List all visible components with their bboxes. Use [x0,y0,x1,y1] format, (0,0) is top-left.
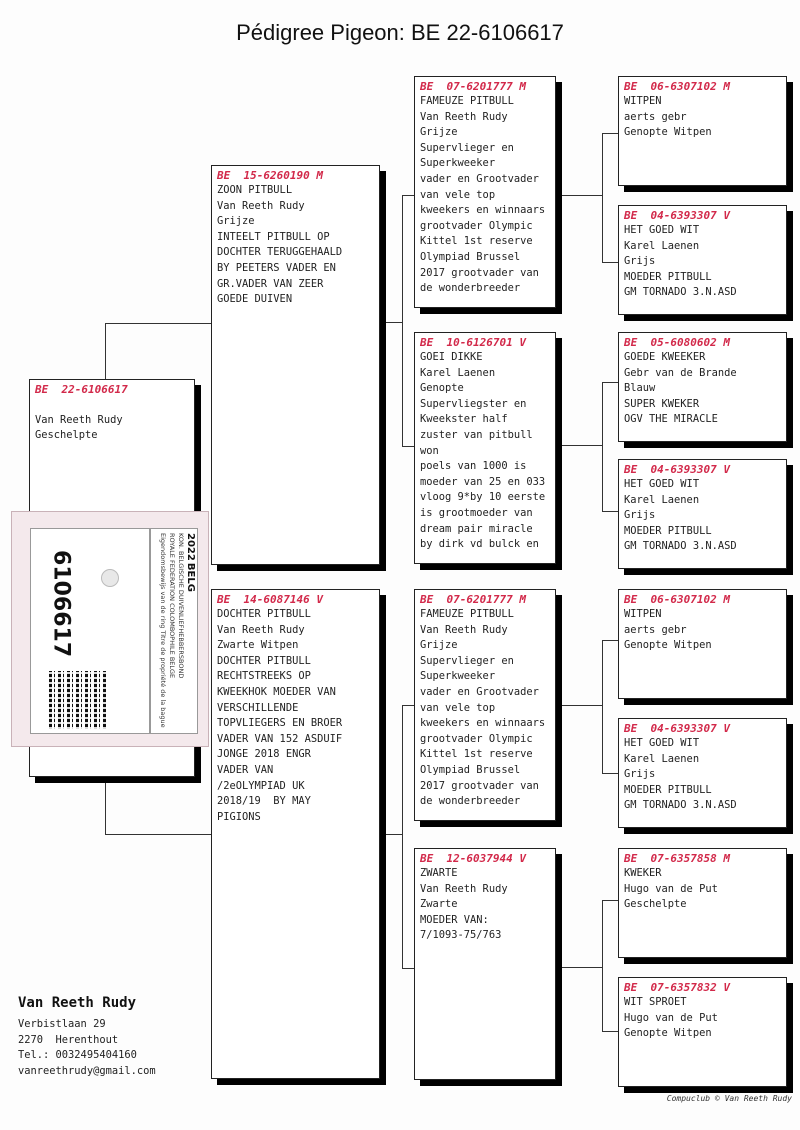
card-line: Van Reeth Rudy [35,413,123,426]
tag-text-line: ROYALE FEDERATION COLOMBOPHILE BELGE [168,533,176,679]
card-line: MOEDER PITBULL [624,270,712,283]
ring-number: BE 05-6080602 M [624,336,730,349]
card-line: PIGIONS [217,810,261,823]
card-line: OGV THE MIRACLE [624,413,718,426]
card-line: ZWARTE [420,867,458,879]
card-line: Grijs [624,255,656,268]
card-line: 2018/19 BY MAY [217,795,311,808]
pigeon-card-sss [618,76,787,186]
card-line: GM TORNADO 3.N.ASD [624,286,737,299]
card-line: Zwarte [420,898,458,911]
pigeon-card-sire-sire [414,76,556,308]
card-line: van vele top [420,188,496,201]
card-line: Supervliegster en [420,397,527,410]
pigeon-card-dds [618,848,787,958]
card-line: kweekers en winnaars [420,717,546,730]
connector [105,323,212,380]
card-line: Van Reeth Rudy [217,199,305,212]
ring-number: BE 10-6126701 V [420,336,526,349]
connector [380,834,403,836]
card-line: MOEDER PITBULL [624,783,712,796]
tag-side-text [155,533,195,729]
card-line: van vele top [420,701,496,714]
card-line: HET GOED WIT [624,737,700,749]
card-line: Superkweeker [420,670,496,683]
card-line: Van Reeth Rudy [420,623,508,636]
card-line: WITPEN [624,608,662,620]
card-line: GOEDE KWEEKER [624,351,706,363]
tag-year: 2022 [185,533,196,561]
card-line: RECHTSTREEKS OP [217,670,311,683]
card-line: Gebr van de Brande [624,366,737,379]
card-line: aerts gebr [624,110,687,123]
card-line: HET GOED WIT [624,478,700,490]
pigeon-card-sire [211,165,380,565]
card-line: aerts gebr [624,623,687,636]
card-line: MOEDER PITBULL [624,524,712,537]
card-line: 7/1093-75/763 [420,929,502,942]
card-line: 2017 grootvader van [420,266,539,279]
ring-number: BE 15-6260190 M [217,169,323,182]
card-line: Grijze [420,126,458,139]
card-line: HET GOED WIT [624,224,700,236]
tag-text-line: Eigendomsbewijs van de ring Titre de propriété de la bague [159,533,167,728]
card-line: de wonderbreeder [420,282,521,295]
card-line: Genopte [420,382,464,395]
pigeon-card-ddd [618,977,787,1087]
owner-city: 2270 Herenthout [18,1033,119,1046]
connector [556,967,603,969]
pigeon-card-sds [618,332,787,442]
card-line: MOEDER VAN: [420,913,489,926]
pigeon-card-sdd [618,459,787,569]
card-line: VERSCHILLENDE [217,701,299,714]
card-line: Karel Laenen [624,752,700,765]
ring-number: BE 04-6393307 V [624,209,730,222]
owner-phone: Tel.: 0032495404160 [18,1049,137,1061]
ring-number: BE 07-6357858 M [624,852,730,865]
tag-country: BELG [185,562,196,592]
ring-number: BE 04-6393307 V [624,722,730,735]
card-line: poels van 1000 is [420,460,527,473]
card-line: Genopte Witpen [624,639,712,652]
card-line: KWEEKHOK MOEDER VAN [217,685,336,698]
card-line: DOCHTER PITBULL [217,654,311,667]
footer-credit: Compuclub © Van Reeth Rudy [666,1094,792,1103]
card-line: Hugo van de Put [624,1011,718,1024]
ring-number: BE 07-6357832 V [624,981,730,994]
card-line: GOEDE DUIVEN [217,293,293,306]
card-line: vader en Grootvader [420,172,539,185]
owner-email: vanreethrudy@gmail.com [18,1064,156,1077]
card-line: ZOON PITBULL [217,184,293,196]
card-line: grootvader Olympic [420,732,533,745]
ring-number: BE 12-6037944 V [420,852,526,865]
card-line: Hugo van de Put [624,882,718,895]
tag-hole [101,569,119,587]
card-line [35,397,189,413]
card-line: KWEKER [624,867,662,879]
card-line: Zwarte Witpen [217,639,299,652]
card-line: won [420,444,439,457]
connector [105,777,212,835]
card-line: Geschelpte [35,429,98,442]
tag-text-line: KON. BELGISCHE DUIVENLIEFHEBBERSBOND [177,533,185,679]
card-line: dream pair miracle [420,522,533,535]
card-line: FAMEUZE PITBULL [420,95,514,107]
connector [602,900,619,1032]
card-line: Kittel 1st reserve [420,748,533,761]
card-line: Olympiad Brussel [420,250,521,263]
pigeon-card-dsd [618,718,787,828]
pigeon-card-dam-dam [414,848,556,1080]
card-line: is grootmoeder van [420,506,533,519]
card-line: Genopte Witpen [624,1027,712,1040]
connector [602,382,619,512]
card-line: Supervlieger en [420,654,514,667]
card-line: WIT SPROET [624,996,687,1008]
tag-ring-number: 6106617 [48,550,74,658]
card-line: GM TORNADO 3.N.ASD [624,540,737,553]
card-line: de wonderbreeder [420,795,521,808]
card-line: Van Reeth Rudy [217,623,305,636]
card-line: SUPER KWEKER [624,397,700,410]
card-line: Van Reeth Rudy [420,110,508,123]
qr-code-pattern [49,671,107,729]
card-line: JONGE 2018 ENGR [217,748,311,761]
card-line: Geschelpte [624,898,687,911]
card-line: TOPVLIEGERS EN BROER [217,717,343,730]
ring-number: BE 06-6307102 M [624,593,730,606]
owner-name: Van Reeth Rudy [18,995,137,1011]
card-line: FAMEUZE PITBULL [420,608,514,620]
ring-number: BE 06-6307102 M [624,80,730,93]
connector [556,705,603,707]
card-line: Kweekster half [420,413,508,426]
card-line: by dirk vd bulck en [420,538,539,551]
card-line: moeder van 25 en 033 [420,475,546,488]
owner-address: Verbistlaan 29 [18,1018,106,1030]
card-line: Genopte Witpen [624,126,712,139]
pigeon-card-sire-dam [414,332,556,564]
card-line: Grijze [420,639,458,652]
card-line: grootvader Olympic [420,219,533,232]
card-line: DOCHTER PITBULL [217,608,311,620]
owner-block [18,995,156,1079]
card-line: Blauw [624,382,656,395]
connector [602,640,619,774]
card-line: GOEI DIKKE [420,351,483,363]
card-line: BY PEETERS VADER EN [217,261,336,274]
card-line: Grijs [624,509,656,522]
card-line: Karel Laenen [624,493,700,506]
card-line: Van Reeth Rudy [420,882,508,895]
card-line: GR.VADER VAN ZEER [217,277,324,290]
ring-number: BE 07-6201777 M [420,80,526,93]
card-line: Superkweeker [420,157,496,170]
card-line: WITPEN [624,95,662,107]
card-line: vader en Grootvader [420,685,539,698]
ring-number: BE 22-6106617 [35,383,128,396]
ring-number: BE 14-6087146 V [217,593,323,606]
card-line: VADER VAN [217,763,274,776]
card-line: Olympiad Brussel [420,763,521,776]
pigeon-card-dam-sire [414,589,556,821]
card-line: DOCHTER TERUGGEHAALD [217,246,343,259]
pigeon-card-dam [211,589,380,1079]
card-line: /2eOLYMPIAD UK [217,779,305,792]
tag-side-panel [150,528,198,734]
card-line: vloog 9*by 10 eerste [420,491,546,504]
pigeon-card-ssd [618,205,787,315]
pigeon-card-dss [618,589,787,699]
card-line: Karel Laenen [420,366,496,379]
card-line: Grijze [217,215,255,228]
connector [380,322,403,324]
tag-card [30,528,150,734]
card-line: VADER VAN 152 ASDUIF [217,732,343,745]
card-line: GM TORNADO 3.N.ASD [624,799,737,812]
card-line: 2017 grootvader van [420,779,539,792]
card-line: zuster van pitbull [420,428,533,441]
card-line: Grijs [624,768,656,781]
ring-ownership-tag [11,511,209,747]
card-line: Supervlieger en [420,141,514,154]
ring-number: BE 04-6393307 V [624,463,730,476]
ring-number: BE 07-6201777 M [420,593,526,606]
connector [602,133,619,263]
card-line: Karel Laenen [624,239,700,252]
connector [556,445,603,447]
card-line: INTEELT PITBULL OP [217,230,330,243]
card-line: kweekers en winnaars [420,204,546,217]
page-title: Pédigree Pigeon: BE 22-6106617 [236,20,564,45]
card-line: Kittel 1st reserve [420,235,533,248]
connector [556,195,603,197]
